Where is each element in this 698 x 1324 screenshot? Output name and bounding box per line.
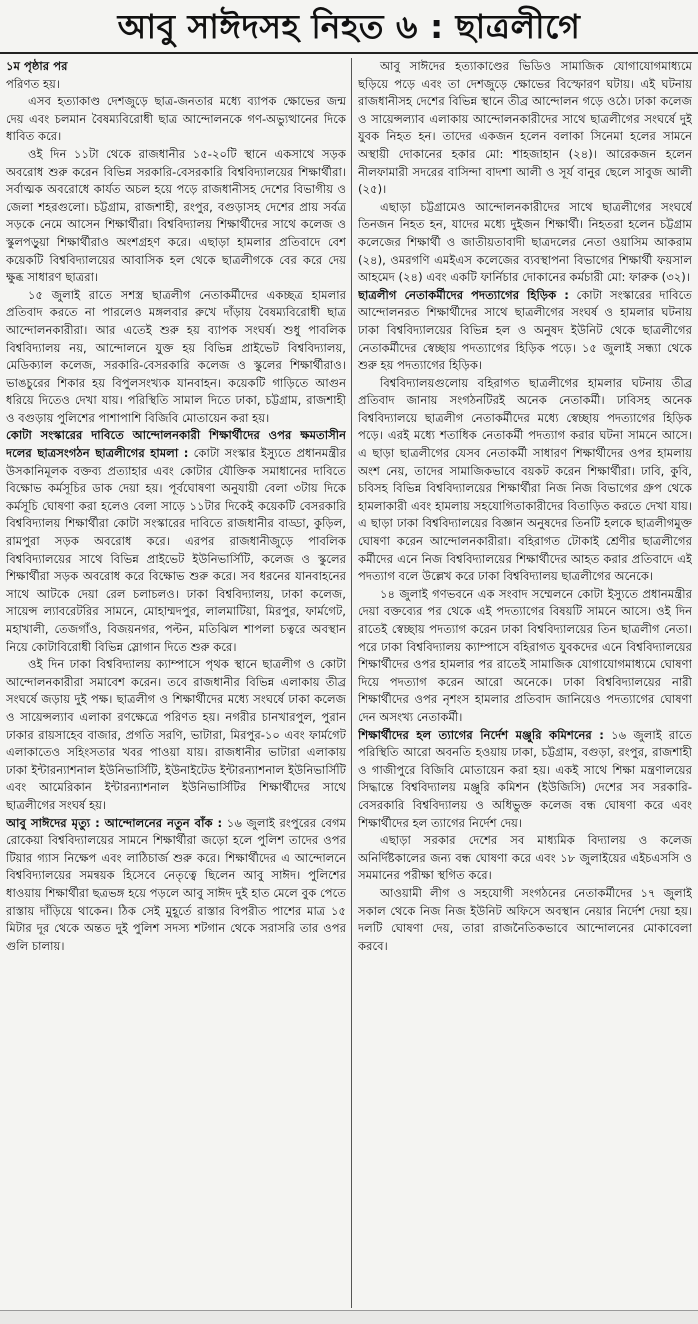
article-paragraph — [358, 287, 692, 375]
paragraph-body: কোটা সংস্কার ইস্যুতে প্রধানমন্ত্রীর উসকানিমূলক বক্তব্য প্রত্যাহার এবং কোটার যৌক্তিক সমাধানের দাবিতে বিক্ষোভ কর্মসূচির ডাক দেয়া হয়। পূর্বঘোষণা অনুযায়ী বেলা ৩টায় দিকে কর্মসূচি ঘোষণা করা হলেও বেলা সাড়ে ১১টার দিকেই কয়েকটি বেসরকারি বিশ্ববিদ্যালয় শিক্ষার্থীরা কোটা সংস্কারের দাবিতে রাজধানীর বাড্ডা, কুড়িল, রামপুরা সড়ক অবরোধ করে। এরপর রাজধানীজুড়ে পাবলিক বিশ্ববিদ্যালয়ের সাথে বিভিন্ন প্রাইভেট ইউনিভার্সিটি, কলেজ ও স্কুলের শিক্ষার্থীরা সড়ক অবরোধ করে বিক্ষোভ শুরু করে। সব ধরনের যানবাহনের সাথে আটকে দেয়া রেল চলাচলও। ঢাকা বিশ্ববিদ্যালয়, ঢাকা কলেজ, সায়েন্স ল্যাবরেটরির সামনে, মোহাম্মদপুর, লালমাটিয়া, মিরপুর, ফার্মগেট, মহাখালী, তেজগাঁও, বিজয়নগর, পল্টন, মতিঝিল শাপলা চত্বরে অবস্থান নিয়ে কোটাবিরোধী বিভিন্ন স্লোগান দিতে শুরু করে। — [6, 446, 346, 654]
article-paragraph: ১৫ জুলাই রাতে সশস্ত্র ছাত্রলীগ নেতাকর্মীদের একচ্ছত্র হামলার প্রতিবাদ করতে না পারলেও মঙ্গলবার রুখে দাঁড়ায় বৈষম্যবিরোধী ছাত্র আন্দোলনকারীরা। আর এতেই শুরু হয় ব্যাপক সংঘর্ষ। শুধু পাবলিক বিশ্ববিদ্যালয় নয়, আন্দোলনে যুক্ত হয় বিভিন্ন প্রাইভেট বিশ্ববিদ্যালয়, মেডিক্যাল কলেজ, সরকারি-বেসরকারি কলেজ ও স্কুলের শিক্ষার্থীরাও। ভাঙচুরের শিকার হয় বিপুলসংখ্যক যানবাহন। কয়েকটি গাড়িতে আগুন ধরিয়ে দিতেও দেখা যায়। পরিস্থিতি সামাল দিতে ঢাকা, চট্টগ্রাম, রাজশাহী ও বগুড়ায় পুলিশের পাশাপাশি বিজিবি মোতায়েন করা হয়। — [6, 287, 346, 425]
right-column — [358, 58, 692, 1308]
article-paragraph: আওয়ামী লীগ ও সহযোগী সংগঠনের নেতাকর্মীদের ১৭ জুলাই সকাল থেকে নিজ নিজ ইউনিট অফিসে অবস্থান নেয়ার নির্দেশ দেয়া হয়। দলটি ঘোষণা দেয়, তারা রাজনৈতিকভাবে আন্দোলনের মোকাবেলা করবে। — [358, 885, 692, 953]
headline: আবু সাঈদসহ নিহত ৬ : ছাত্রলীগে — [117, 7, 581, 46]
article-paragraph: পরিণত হয়। — [6, 76, 61, 91]
article-paragraph — [358, 727, 692, 833]
section-subhead: কোটা সংস্কারের দাবিতে আন্দোলনকারী শিক্ষার্থীদের ওপর ক্ষমতাসীন দলের ছাত্রসংগঠন ছাত্রলীগের হামলা : — [6, 428, 346, 461]
paragraph-body: ১৬ জুলাই রাতে পরিস্থিতি আরো অবনতি হওয়ায় ঢাকা, চট্টগ্রাম, বগুড়া, রংপুর, রাজশাহী ও গাজীপুরে বিজিবি মোতায়েন করা হয়। একই সাথে শিক্ষা মন্ত্রণালয়ের সিদ্ধান্তে বিশ্ববিদ্যালয় মঞ্জুরি কমিশন (ইউজিসি) দেশের সব সরকারি-বেসরকারি বিশ্ববিদ্যালয় ও অধিভুক্ত কলেজ বন্ধ ঘোষণা করে এবং শিক্ষার্থীদের হল ত্যাগের নির্দেশ দেয়। — [358, 727, 692, 830]
section-subhead: আবু সাঈদের মৃত্যু : আন্দোলনের নতুন বাঁক : — [6, 815, 223, 830]
article-paragraph: ১৪ জুলাই গণভবনে এক সংবাদ সম্মেলনে কোটা ইস্যুতে প্রধানমন্ত্রীর দেয়া বক্তব্যের পর থেকে এই পদত্যাগের বিষয়টি সামনে আসে। ওই দিন রাতেই স্বেচ্ছায় পদত্যাগ করেন ঢাকা বিশ্ববিদ্যালয়ের তিন ছাত্রলীগ নেতা। পরে ঢাকা বিশ্ববিদ্যালয় ক্যাম্পাসে বহিরাগত যুবকদের এনে বিশ্ববিদ্যালয়ের শিক্ষার্থীদের ওপর হামলার পর রাতেই সামাজিক যোগাযোগমাধ্যমে ঘোষণা দিয়ে পদত্যাগ করেন আরো অনেকে। ঢাকা বিশ্ববিদ্যালয়ের নারী শিক্ষার্থীদের ওপর নৃশংস হামলার প্রতিবাদ জানিয়েও পদত্যাগের ঘোষণা দেন অসংখ্য নেতাকর্মী। — [358, 586, 692, 724]
article-paragraph: আবু সাঈদের হত্যাকাণ্ডের ভিডিও সামাজিক যোগাযোগমাধ্যমে ছড়িয়ে পড়ে এবং তা দেশজুড়ে ক্ষোভের বিস্ফোরণ ঘটায়। এই ঘটনায় রাজধানীসহ দেশের বিভিন্ন স্থানে তীব্র আন্দোলন গড়ে ওঠে। ঢাকা কলেজ ও সায়েন্সল্যাব এলাকায় আন্দোলনকারীদের সাথে ছাত্রলীগের সংঘর্ষে দুই যুবক নিহত হন। তাদের একজন হলেন বলাকা সিনেমা হলের সামনে অস্থায়ী দোকানের হকার মো: শাহজাহান (২৪)। আরেকজন হলেন নীলফামারী সদরের বাসিন্দা বাদশা আলী ও সূর্য বানুর ছেলে সাবুজ আলী (২৫)। — [358, 59, 692, 197]
headline-rule — [0, 52, 698, 54]
continuation-label: ১ম পৃষ্ঠার পর — [6, 59, 68, 73]
article-paragraph — [6, 815, 346, 956]
section-subhead: ছাত্রলীগ নেতাকর্মীদের পদত্যাগের হিড়িক : — [358, 287, 569, 302]
article-paragraph: এছাড়া সরকার দেশের সব মাধ্যমিক বিদ্যালয় ও কলেজ অনির্দিষ্টকালের জন্য বন্ধ ঘোষণা করে এবং ১৮ জুলাইয়ের এইচএসসি ও সমমানের পরীক্ষা স্থগিত করে। — [358, 833, 692, 883]
article-paragraph — [6, 427, 346, 656]
article-paragraph: এসব হত্যাকাণ্ড দেশজুড়ে ছাত্র-জনতার মধ্যে ব্যাপক ক্ষোভের জন্ম দেয় এবং চলমান বৈষম্যবিরোধী ছাত্র আন্দোলনকে গণ-অভ্যুত্থানের দিকে ধাবিত করে। — [6, 94, 346, 144]
article-paragraph: ওই দিন ১১টা থেকে রাজধানীর ১৫-২০টি স্থানে একসাথে সড়ক অবরোধ শুরু করেন বিভিন্ন সরকারি-বেসরকারি বিশ্ববিদ্যালয়ের শিক্ষার্থীরা। সর্বাত্মক অবরোধে কার্যত অচল হয়ে পড়ে রাজধানীসহ দেশের বিভাগীয় ও জেলা শহরগুলো। চট্টগ্রাম, রাজশাহী, রংপুর, বগুড়াসহ দেশের প্রায় সর্বত্র সড়কে নেমে আসেন শিক্ষার্থীরা। বিশ্ববিদ্যালয় শিক্ষার্থীদের সাথে কলেজ ও স্কুলপড়ুয়া শিক্ষার্থীরাও অংশগ্রহণ করে। এছাড়া হামলার প্রতিবাদে বেশ কয়েকটি বিশ্ববিদ্যালয়ের আবাসিক হল থেকে ছাত্রলীগকে বের করে দেয় ক্ষুব্ধ সাধারণ ছাত্ররা। — [6, 146, 346, 285]
article-paragraph: ওই দিন ঢাকা বিশ্ববিদ্যালয় ক্যাম্পাসে পৃথক স্থানে ছাত্রলীগ ও কোটা আন্দোলনকারীরা সমাবেশ করেন। তবে রাজধানীর বিভিন্ন এলাকায় তীব্র সংঘর্ষে জড়ায় দুই পক্ষ। ছাত্রলীগ ও শিক্ষার্থীদের মধ্যে সংঘর্ষে ঢাকা কলেজ ও সায়েন্সল্যাব এলাকা রণক্ষেত্রে পরিণত হয়। নগরীর চানখারপুল, পুরান ঢাকার রায়সাহেব বাজার, প্রগতি সরণি, ভাটারা, মিরপুর-১০ এবং ফার্মগেট এলাকাতেও সহিংসতার খবর পাওয়া যায়। রাজধানীর ভাটারা এলাকায় ঢাকা ইন্টারন্যাশনাল ইউনিভার্সিটি, ইউনাইটেড ইন্টারন্যাশনাল ইউনিভার্সিটি এবং আমেরিকান ইন্টারন্যাশনাল ইউনিভার্সিটির শিক্ষার্থীদের সাথে ছাত্রলীগের সংঘর্ষ হয়। — [6, 657, 346, 812]
article-paragraph: এছাড়া চট্টগ্রামেও আন্দোলনকারীদের সাথে ছাত্রলীগের সংঘর্ষে তিনজন নিহত হন, যাদের মধ্যে দুইজন শিক্ষার্থী। নিহতরা হলেন চট্টগ্রাম কলেজের শিক্ষার্থী ও জাতীয়তাবাদী ছাত্রদলের নেতা ওয়াসিম আকরাম (২৪), ওমরগণি এমইএস কলেজের ব্যবস্থাপনা বিভাগের শিক্ষার্থী ফয়সাল আহমেদ (২৪) এবং একটি ফার্নিচার দোকানের কর্মচারী মো: ফারুক (৩২)। — [358, 199, 692, 285]
section-subhead: শিক্ষার্থীদের হল ত্যাগের নির্দেশ মঞ্জুরি কমিশনের : — [358, 727, 604, 742]
left-column — [6, 58, 346, 1308]
article-paragraph: বিশ্ববিদ্যালয়গুলোয় বহিরাগত ছাত্রলীগের হামলার ঘটনায় তীব্র প্রতিবাদ জানায় সংগঠনটিরই অনেক নেতাকর্মী। ঢাবিসহ অনেক বিশ্ববিদ্যালয়ে ছাত্রলীগ নেতাকর্মীদের মধ্যে স্বেচ্ছায় পদত্যাগের হিড়িক পড়ে। এরই মধ্যে শতাধিক নেতাকর্মী পদত্যাগ করার ঘটনা সামনে আসে। এ ছাড়া ছাত্রলীগের যেসব নেতাকর্মী সাধারণ শিক্ষার্থীদের ওপর হামলায় অংশ নেয়, তাদের সামাজিকভাবে বয়কট করেন শিক্ষার্থীরা। ঢাবি, কুবি, চবিসহ বিভিন্ন বিশ্ববিদ্যালয়ের শিক্ষার্থীরা নিজ নিজ বিভাগের গ্রুপ থেকে হামলাকারী এবং হামলায় সহযোগিতাকারীদের বিতাড়িত করতে দেখা যায়। এ ছাড়া ঢাকা বিশ্ববিদ্যালয়ের বিজ্ঞান অনুষদের তিনটি হলকে ছাত্রলীগমুক্ত ঘোষণা করেন আন্দোলনকারীরা। বহিরাগত টোকাই শ্রেণীর ছাত্রলীগের কর্মীদের এনে নিজ বিশ্ববিদ্যালয়ের শিক্ষার্থীদের আহত করার প্রতিবাদে এই পদত্যাগ বলে উল্লেখ করে ঢাকা বিশ্ববিদ্যালয় ছাত্রলীগের অনেকে। — [358, 375, 692, 584]
paragraph-body: ১৬ জুলাই রংপুরের বেগম রোকেয়া বিশ্ববিদ্যালয়ের সামনে শিক্ষার্থীরা জড়ো হলে পুলিশ তাদের ওপর টিয়ার গ্যাস নিক্ষেপ এবং লাঠিচার্জ শুরু করে। শিক্ষার্থীদের এ আন্দোলনে বিশ্ববিদ্যালয়ের সমন্বয়ক হিসেবে নেতৃত্বে ছিলেন আবু সাঈদ। পুলিশের ধাওয়ায় শিক্ষার্থীরা ছত্রভঙ্গ হয়ে পড়লে আবু সাঈদ দুই হাত মেলে বুক পেতে রাস্তায় দাঁড়িয়ে থাকেন। ঠিক সেই মুহূর্তে রাস্তার বিপরীত পাশের মাত্র ১৫ মিটার দূর থেকে অন্তত দুই পুলিশ সদস্য শটগান থেকে সরাসরি তার ওপর গুলি চালায়। — [6, 815, 346, 953]
cropped-next-headline — [0, 1310, 698, 1324]
column-divider — [351, 58, 352, 1308]
paragraph-body: কোটা সংস্কারের দাবিতে আন্দোলনরত শিক্ষার্থীদের সাথে ছাত্রলীগের সংঘর্ষ ও হামলার ঘটনায় ঢাকা বিশ্ববিদ্যালয়ের বিভিন্ন হল ও অনুষদ ইউনিট থেকে ছাত্রলীগের নেতাকর্মীদের স্বেচ্ছায় পদত্যাগের হিড়িক পড়ে। ১৫ জুলাই সন্ধ্যা থেকে শুরু হয় পদত্যাগের হিড়িক। — [358, 287, 692, 373]
